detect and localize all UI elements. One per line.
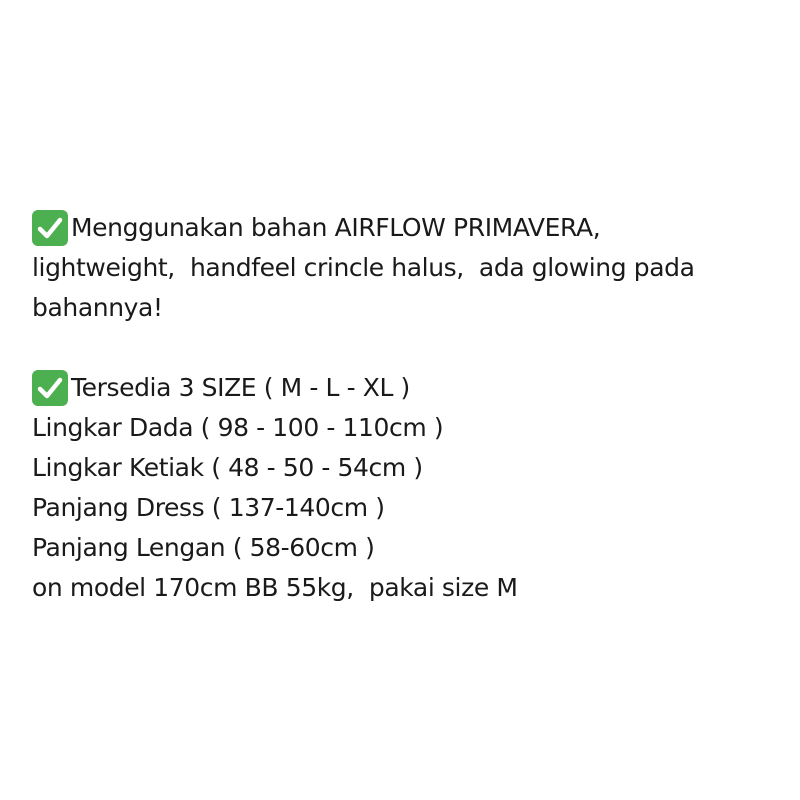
material-line-3 <box>32 288 772 328</box>
model-info-text: on model 170cm BB 55kg, pakai size M <box>32 573 518 602</box>
dress-length-text: Panjang Dress ( 137-140cm ) <box>32 493 385 522</box>
material-line-2 <box>32 248 772 288</box>
paragraph-spacer <box>32 328 772 368</box>
material-text-3: bahannya! <box>32 293 163 322</box>
sleeve-length-text: Panjang Lengan ( 58-60cm ) <box>32 533 375 562</box>
check-mark-button-icon <box>32 370 68 406</box>
check-mark-button-icon <box>32 210 68 246</box>
material-text-2: lightweight, handfeel crincle halus, ada glowing pada <box>32 253 695 282</box>
size-available-text: Tersedia 3 SIZE ( M - L - XL ) <box>71 373 410 402</box>
size-line-1 <box>32 368 772 408</box>
product-description <box>32 208 772 608</box>
size-line-3 <box>32 448 772 488</box>
material-text-1: Menggunakan bahan AIRFLOW PRIMAVERA, <box>71 213 601 242</box>
armpit-measure-text: Lingkar Ketiak ( 48 - 50 - 54cm ) <box>32 453 423 482</box>
size-line-5 <box>32 528 772 568</box>
chest-measure-text: Lingkar Dada ( 98 - 100 - 110cm ) <box>32 413 444 442</box>
size-line-6 <box>32 568 772 608</box>
material-line-1 <box>32 208 772 248</box>
size-line-4 <box>32 488 772 528</box>
size-line-2 <box>32 408 772 448</box>
